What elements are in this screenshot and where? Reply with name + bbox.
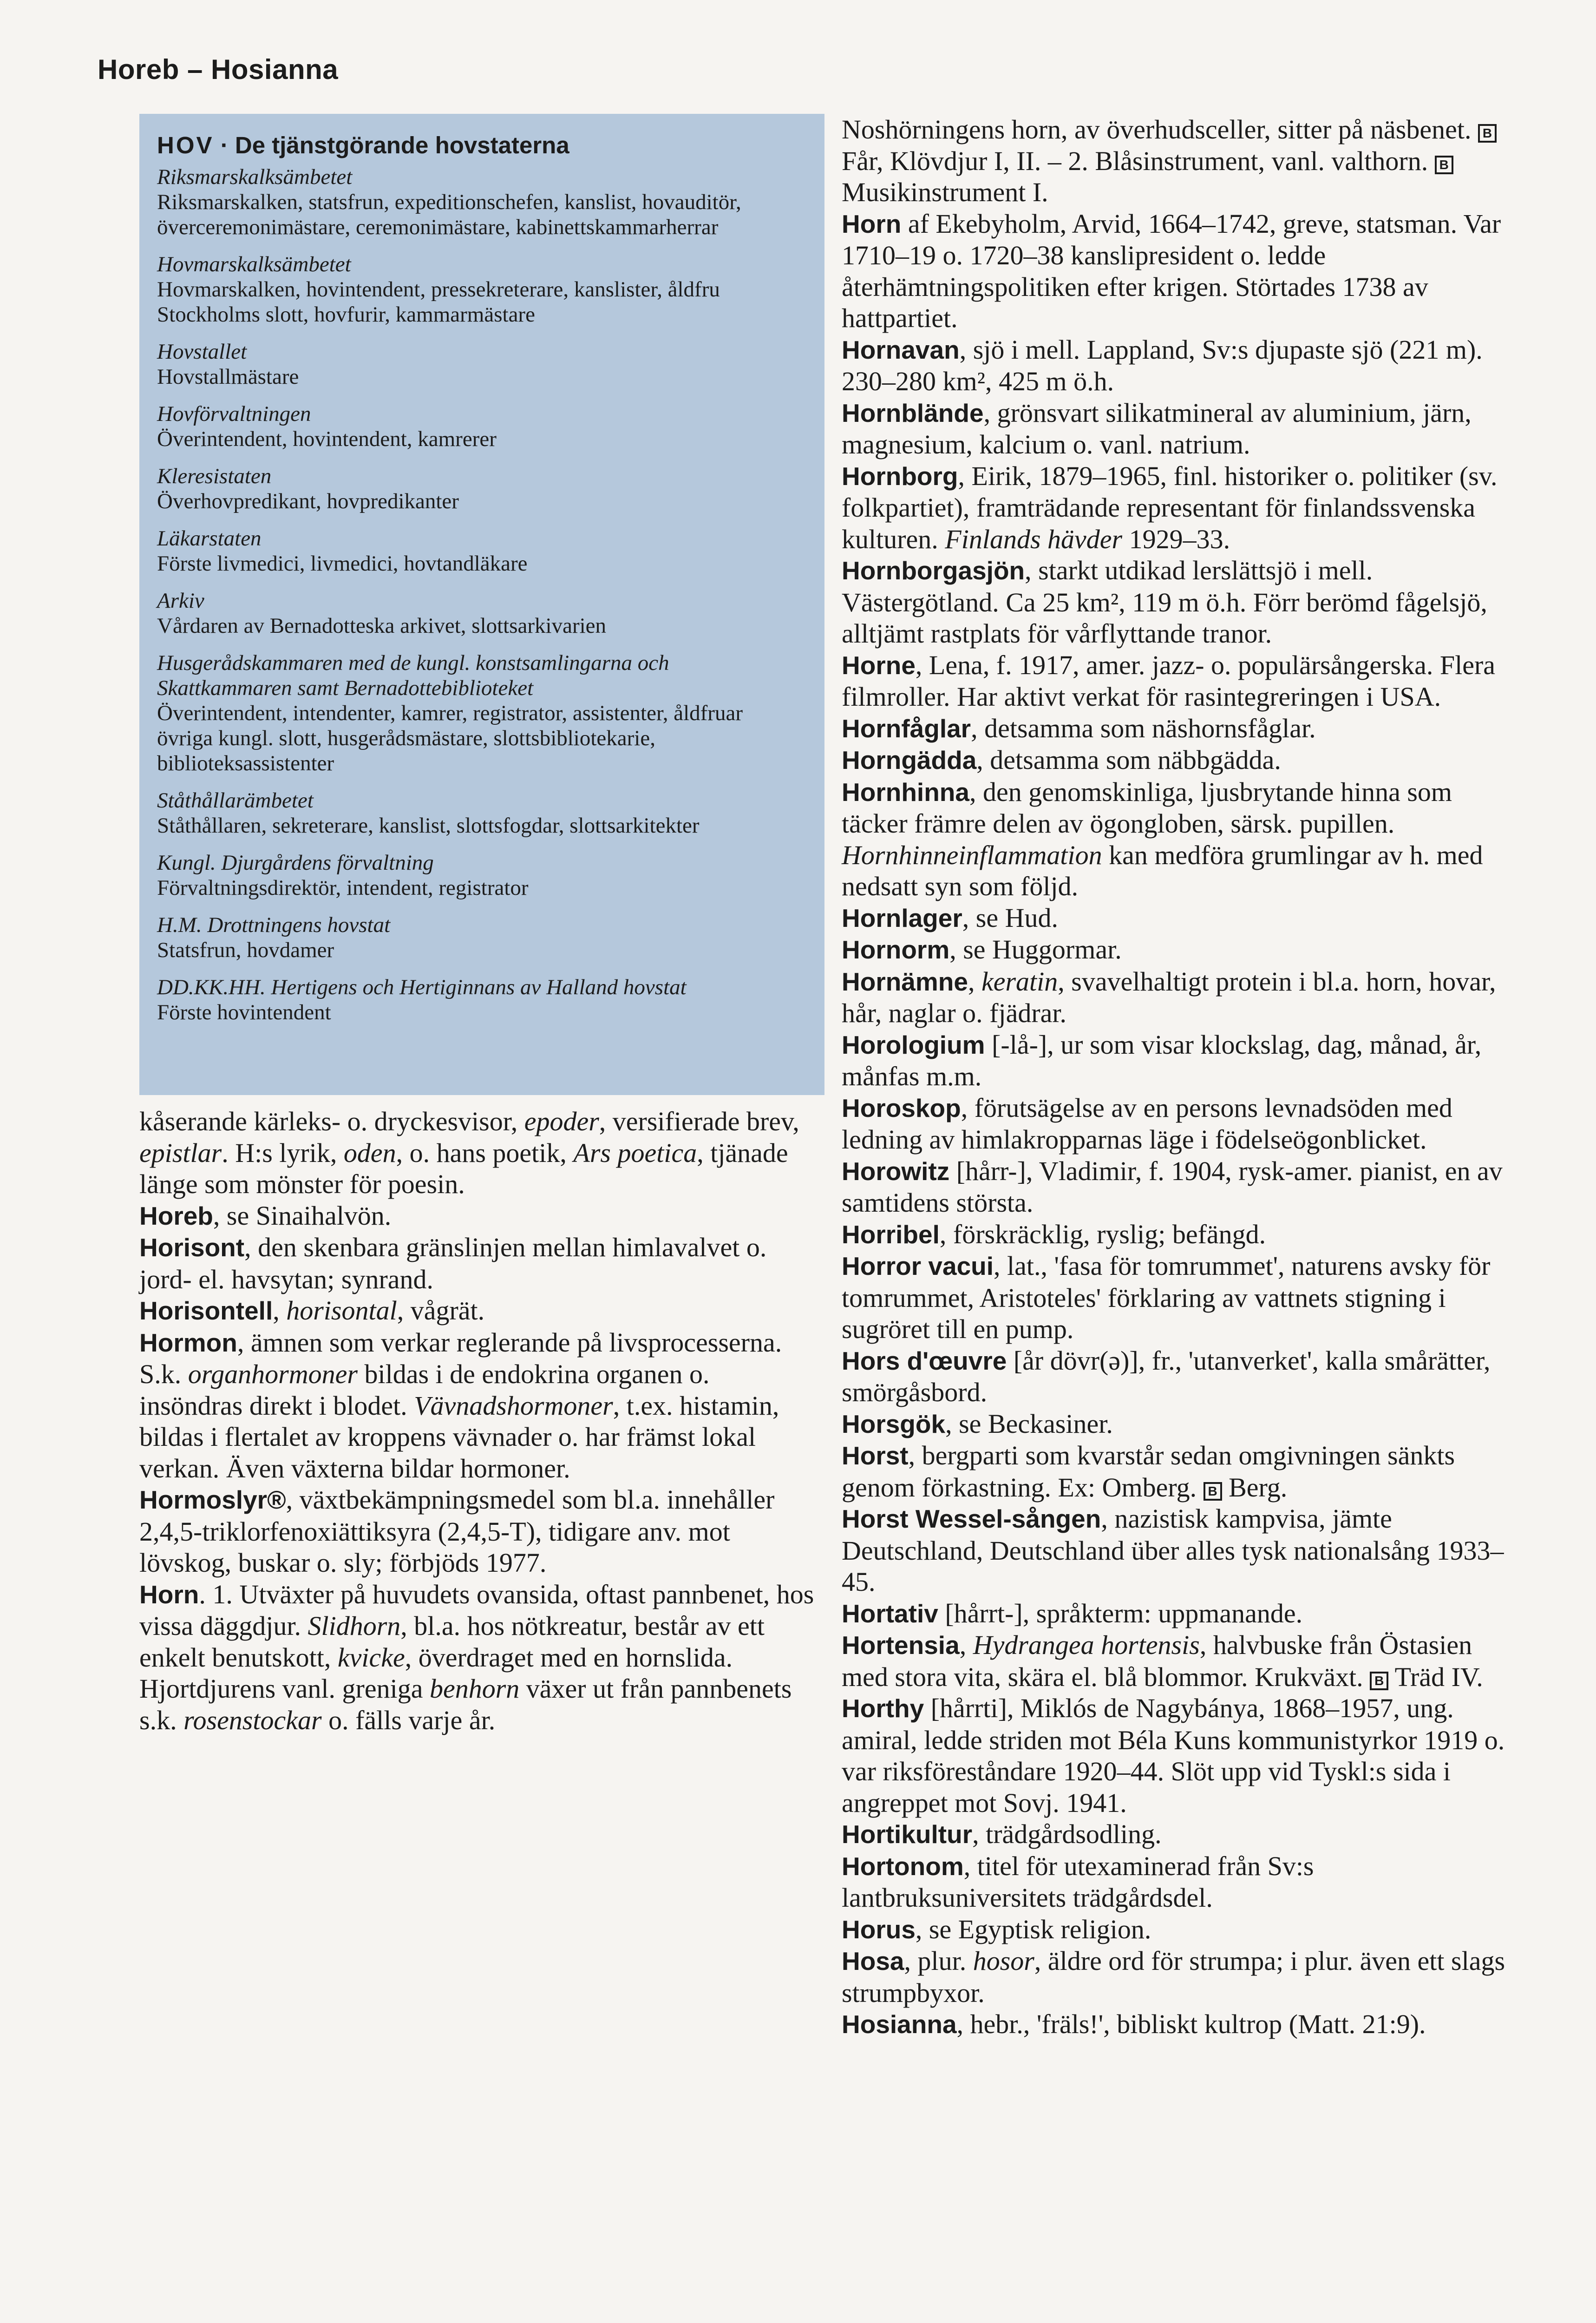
entry-text: . 1. Utväxter på huvudets ovansida, oftast pannbenet, hos vissa däggdjur. xyxy=(139,1579,814,1641)
entry-italic-text: oden xyxy=(343,1137,396,1168)
entry-text: , plur. xyxy=(904,1946,973,1976)
entry-headword: Hornhinna xyxy=(842,777,969,807)
entry-text: Får, Klövdjur I, II. – 2. Blåsinstrument, vanl. valthorn. xyxy=(842,145,1435,176)
entry-hornfaglar xyxy=(842,713,1520,745)
panel-section-body: Vårdaren av Bernadotteska arkivet, slottsarkivarien xyxy=(157,614,607,638)
entry-headword: Horowitz xyxy=(842,1156,950,1186)
entry-text: , växtbekämpningsmedel som bl.a. innehåller 2,4,5-triklorfenoxiättiksyra (2,4,5-T), tidigare anv. mot lövskog, buskar o. sly; förbjöds 1977. xyxy=(139,1484,775,1578)
entry-horn xyxy=(139,1579,818,1736)
entry-text: , vågrät. xyxy=(397,1295,485,1326)
entry-horowitz xyxy=(842,1155,1520,1219)
entry-headword: Hornorm xyxy=(842,935,950,964)
entry-hornborgasjon xyxy=(842,555,1520,650)
panel-section xyxy=(157,588,799,638)
entry-text: , o. hans poetik, xyxy=(396,1137,574,1168)
panel-section xyxy=(157,252,799,327)
panel-section-heading: DD.KK.HH. Hertigens och Hertiginnans av Halland hovstat xyxy=(157,975,687,999)
entry-text: , lat., 'fasa för tomrummet', naturens avsky för tomrummet, Aristoteles' förklaring av vattnets stigning i sugröret till en pump. xyxy=(842,1251,1491,1344)
entry-hornhinna xyxy=(842,776,1520,902)
panel-section-body: Förvaltningsdirektör, intendent, registrator xyxy=(157,876,529,900)
entry-text: , bergparti som kvarstår sedan omgivningen sänkts genom förkastning. Ex: Omberg. xyxy=(842,1440,1455,1503)
entry-headword: Hortativ xyxy=(842,1599,938,1628)
entry-text: , se Huggormar. xyxy=(949,934,1122,965)
entry-horatius-continuation xyxy=(139,1106,818,1200)
panel-section xyxy=(157,401,799,452)
entry-text: , detsamma som näshornsfåglar. xyxy=(971,713,1316,743)
panel-section xyxy=(157,464,799,514)
entry-text: , se Sinaihalvön. xyxy=(213,1200,392,1231)
entry-hornavan xyxy=(842,334,1520,397)
entry-headword: Horst xyxy=(842,1441,909,1470)
right-column xyxy=(842,114,1520,2041)
entry-horror-vacui xyxy=(842,1250,1520,1345)
panel-section-heading: Hovmarskalksämbetet xyxy=(157,252,351,276)
entry-hornblande xyxy=(842,397,1520,460)
entry-text: , äldre ord för strumpa; i plur. även ett slags strumpbyxor. xyxy=(842,1946,1505,2008)
entry-headword: Hormon xyxy=(139,1328,237,1357)
panel-title: HOV · De tjänstgörande hovstaterna xyxy=(157,132,569,158)
entry-text: , hebr., 'fräls!', bibliskt kultrop (Matt. 21:9). xyxy=(956,2009,1426,2039)
entry-italic-text: organhormoner xyxy=(188,1359,358,1389)
entry-headword: Horn xyxy=(842,209,902,238)
entry-headword: Horologium xyxy=(842,1030,985,1059)
entry-headword: Horisontell xyxy=(139,1296,273,1325)
entry-headword: Hornlager xyxy=(842,903,962,932)
entry-italic-text: hosor xyxy=(973,1946,1034,1976)
entry-text: [-lå-], ur som visar klockslag, dag, månad, år, månfas m.m. xyxy=(842,1029,1482,1091)
entry-text: Berg. xyxy=(1222,1472,1288,1503)
entry-text: [år dövr(ə)], fr., 'utanverket', kalla smårätter, smörgåsbord. xyxy=(842,1345,1491,1407)
entry-headword: Hortonom xyxy=(842,1851,964,1881)
entry-headword: Horngädda xyxy=(842,746,977,774)
entry-headword: Hortensia xyxy=(842,1631,960,1660)
entry-hors-doeuvre xyxy=(842,1345,1520,1408)
panel-sections xyxy=(157,164,799,1025)
entry-hortikultur xyxy=(842,1818,1520,1851)
entry-headword: Horror vacui xyxy=(842,1252,994,1280)
hovstaterna-panel xyxy=(139,114,824,1095)
entry-horeb xyxy=(139,1200,818,1232)
entry-horn-ekebyholm xyxy=(842,208,1520,334)
entry-text: , detsamma som näbbgädda. xyxy=(976,745,1281,775)
panel-section-heading: Läkarstaten xyxy=(157,526,262,551)
panel-section-body: Förste hovintendent xyxy=(157,1000,331,1024)
entry-hormon xyxy=(139,1327,818,1484)
entry-text: 1929–33. xyxy=(1122,524,1230,554)
entry-headword: Hornborg xyxy=(842,461,958,491)
entry-text: , se Egyptisk religion. xyxy=(915,1914,1151,1944)
panel-section-body: Förste livmedici, livmedici, hovtandläkare xyxy=(157,551,528,576)
entry-headword: Hornavan xyxy=(842,335,960,364)
entry-text: , se Beckasiner. xyxy=(945,1408,1113,1439)
entry-italic-text: keratin xyxy=(981,966,1058,997)
entry-text: Noshörningens horn, av överhudsceller, sitter på näsbenet. xyxy=(842,114,1478,144)
entry-hosa xyxy=(842,1945,1520,2008)
entry-headword: Horst Wessel-sången xyxy=(842,1504,1101,1533)
panel-section-body: Statsfrun, hovdamer xyxy=(157,938,334,962)
entry-italic-text: horisontal xyxy=(286,1295,397,1326)
entry-hornorm xyxy=(842,934,1520,966)
entry-headword: Horoskop xyxy=(842,1093,961,1122)
entry-text: bildas i de endokrina organen o. insöndras direkt i blodet. xyxy=(139,1359,710,1421)
entry-text: [hårrti], Miklós de Nagybánya, 1868–1957, ung. amiral, ledde striden mot Béla Kuns kommunistyrkor 1919 o. var riksföreståndare 1920–44. Slöt upp vid Tyskl:s sida i angreppet mot Sovj. 1941. xyxy=(842,1693,1505,1818)
entry-headword: Hornämne xyxy=(842,967,968,996)
panel-section xyxy=(157,975,799,1025)
entry-headword: Horribel xyxy=(842,1220,940,1249)
entry-text: växer ut från pannbenets s.k. xyxy=(139,1673,792,1735)
entry-italic-text: Ars poetica xyxy=(573,1137,697,1168)
entry-text: , starkt utdikad lerslättsjö i mell. Västergötland. Ca 25 km², 119 m ö.h. Förr berömd fågelsjö, alltjämt rastplats för vårflyttande tranor. xyxy=(842,555,1487,649)
entry-italic-text: kvicke xyxy=(337,1642,405,1673)
entry-headword: Horn xyxy=(139,1580,199,1609)
entry-headword: Hornblände xyxy=(842,398,984,427)
entry-text: Träd IV. xyxy=(1388,1661,1483,1692)
entry-text: , t.ex. histamin, bildas i flertalet av kroppens vävnader o. har främst lokal verkan. Även växterna bildar hormoner. xyxy=(139,1390,779,1483)
entry-text: , trädgårdsodling. xyxy=(972,1819,1162,1849)
panel-section xyxy=(157,526,799,576)
entry-italic-text: Finlands hävder xyxy=(945,524,1123,554)
entry-horthy xyxy=(842,1693,1520,1818)
entry-text: Musikinstrument I. xyxy=(842,177,1048,207)
panel-section-heading: Hovstallet xyxy=(157,340,247,364)
entry-text: kan medföra grumlingar av h. med nedsatt syn som följd. xyxy=(842,840,1483,901)
entry-text: , versifierade brev, xyxy=(599,1106,799,1136)
entry-headword: Hortikultur xyxy=(842,1820,973,1849)
panel-section-body: Överintendent, intendenter, kamrer, registrator, assistenter, åldfruar övriga kungl. slott, husgerådsmästare, slottsbibliotekarie, biblioteksassistenter xyxy=(157,701,743,775)
entry-text: , se Hud. xyxy=(962,902,1058,933)
entry-text: , xyxy=(273,1295,287,1326)
panel-section-heading: Ståthållarämbetet xyxy=(157,788,314,813)
panel-section xyxy=(157,164,799,240)
entry-headword: Hornfåglar xyxy=(842,714,971,743)
panel-section-heading: H.M. Drottningens hovstat xyxy=(157,913,391,937)
entry-italic-text: Vävnadshormoner xyxy=(414,1390,613,1421)
picture-reference-icon: B xyxy=(1370,1672,1388,1690)
entry-text: , grönsvart silikatmineral av aluminium, järn, magnesium, kalcium o. vanl. natrium. xyxy=(842,397,1472,459)
panel-section-heading: Kungl. Djurgårdens förvaltning xyxy=(157,851,434,875)
entry-headword: Hors d'œuvre xyxy=(842,1346,1007,1375)
entry-text: , den skenbara gränslinjen mellan himlavalvet o. jord- el. havsytan; synrand. xyxy=(139,1232,767,1294)
entry-text: , förutsägelse av en persons levnadsöden med ledning av himlakropparnas läge i födelseögonblicket. xyxy=(842,1092,1452,1155)
panel-section-body: Överhovpredikant, hovpredikanter xyxy=(157,489,459,513)
entry-text: [hårr-], Vladimir, f. 1904, rysk-amer. pianist, en av samtidens största. xyxy=(842,1155,1503,1218)
entry-text: , xyxy=(968,966,981,997)
panel-section-body: Hovstallmästare xyxy=(157,365,299,389)
entry-text: , den genomskinliga, ljusbrytande hinna som täcker främre delen av ögongloben, särsk. pupillen. xyxy=(842,776,1452,839)
panel-section xyxy=(157,650,799,776)
entry-italic-text: epoder xyxy=(524,1106,599,1136)
entry-text: af Ekebyholm, Arvid, 1664–1742, greve, statsman. Var 1710–19 o. 1720–38 kanslipresident o. ledde återhämtningspolitiken efter krigen. Störtades 1738 av hattpartiet. xyxy=(842,208,1501,333)
entry-text: , halvbuske från Östasien med stora vita, skära el. blå blommor. Krukväxt. xyxy=(842,1630,1472,1692)
entry-headword: Hosianna xyxy=(842,2010,957,2039)
entry-hormoslyr xyxy=(139,1484,818,1579)
panel-section xyxy=(157,912,799,963)
entry-headword: Hornborgasjön xyxy=(842,556,1025,585)
entry-text: kåserande kärleks- o. dryckesvisor, xyxy=(139,1106,524,1136)
entry-text: , Lena, f. 1917, amer. jazz- o. populärsångerska. Flera filmroller. Har aktivt verkat för rasintegreringen i USA. xyxy=(842,650,1496,712)
entry-headword: Horne xyxy=(842,650,916,680)
left-column xyxy=(139,1106,818,1736)
entry-horisontell xyxy=(139,1295,818,1327)
entry-horngadda xyxy=(842,744,1520,776)
entry-hornborg xyxy=(842,460,1520,555)
entry-text: , xyxy=(959,1630,973,1660)
entry-horst-wessel xyxy=(842,1503,1520,1598)
entry-italic-text: benhorn xyxy=(429,1673,520,1704)
panel-section-heading: Husgerådskammaren med de kungl. konstsamlingarna och Skattkammaren samt Bernadottebiblioteket xyxy=(157,651,669,700)
entry-hortativ xyxy=(842,1598,1520,1630)
entry-horn-continuation xyxy=(842,114,1520,208)
entry-horisont xyxy=(139,1232,818,1295)
entry-text: . H:s lyrik, xyxy=(222,1137,344,1168)
panel-section-heading: Arkiv xyxy=(157,589,204,613)
entry-text: , titel för utexaminerad från Sv:s lantbruksuniversitets trädgårdsdel. xyxy=(842,1851,1314,1913)
entry-text: , sjö i mell. Lappland, Sv:s djupaste sjö (221 m). 230–280 km², 425 m ö.h. xyxy=(842,334,1483,396)
running-header: Horeb – Hosianna xyxy=(98,54,339,85)
entry-hortensia xyxy=(842,1629,1520,1693)
panel-section xyxy=(157,850,799,900)
entry-italic-text: epistlar xyxy=(139,1137,222,1168)
entry-text: , överdraget med en hornslida. Hjortdjurens vanl. greniga xyxy=(139,1642,733,1704)
panel-title-text: De tjänstgörande hovstaterna xyxy=(235,132,569,158)
entry-italic-text: rosenstockar xyxy=(183,1705,322,1735)
entry-horsgok xyxy=(842,1408,1520,1440)
panel-section-body: Riksmarskalken, statsfrun, expeditionschefen, kanslist, hovauditör, överceremonimästare, ceremonimästare, kabinettskammarherrar xyxy=(157,190,741,239)
entry-text: , tjänade länge som mönster för poesin. xyxy=(139,1137,788,1199)
picture-reference-icon: B xyxy=(1204,1482,1222,1501)
panel-section-heading: Kleresistaten xyxy=(157,464,272,488)
entry-italic-text: Hydrangea hortensis xyxy=(973,1630,1200,1660)
entry-headword: Horeb xyxy=(139,1201,213,1230)
entry-headword: Horus xyxy=(842,1915,916,1944)
entry-headword: Hosa xyxy=(842,1947,904,1975)
panel-section-body: Hovmarskalken, hovintendent, pressekreterare, kanslister, åldfru Stockholms slott, hovfurir, kammarmästare xyxy=(157,277,720,327)
entry-horologium xyxy=(842,1029,1520,1092)
panel-section xyxy=(157,788,799,838)
panel-title-prefix: HOV xyxy=(157,132,214,158)
entry-headword: Horisont xyxy=(139,1233,245,1262)
entry-text: , ämnen som verkar reglerande på livsprocesserna. S.k. xyxy=(139,1327,782,1389)
entry-horne xyxy=(842,650,1520,713)
panel-section-body: Ståthållaren, sekreterare, kanslist, slottsfogdar, slottsarkitekter xyxy=(157,814,700,838)
entry-text: o. fälls varje år. xyxy=(321,1705,496,1735)
entry-hornamne xyxy=(842,966,1520,1029)
entry-text: , förskräcklig, ryslig; befängd. xyxy=(939,1219,1266,1249)
entry-horoskop xyxy=(842,1092,1520,1155)
picture-reference-icon: B xyxy=(1435,156,1453,174)
panel-section-heading: Riksmarskalksämbetet xyxy=(157,165,353,189)
entry-horst xyxy=(842,1440,1520,1503)
entry-headword: Horthy xyxy=(842,1694,924,1723)
panel-section-heading: Hovförvaltningen xyxy=(157,402,311,426)
entry-text: , svavelhaltigt protein i bl.a. horn, hovar, hår, naglar o. fjädrar. xyxy=(842,966,1496,1028)
entry-horribel xyxy=(842,1219,1520,1251)
entry-hortonom xyxy=(842,1851,1520,1914)
entry-italic-text: Hornhinneinflammation xyxy=(842,840,1102,870)
panel-section-body: Överintendent, hovintendent, kamrerer xyxy=(157,427,497,451)
entry-text: , bl.a. hos nötkreatur, består av ett enkelt benutskott, xyxy=(139,1611,765,1673)
picture-reference-icon: B xyxy=(1478,124,1497,143)
entry-horus xyxy=(842,1914,1520,1946)
entry-headword: Horsgök xyxy=(842,1409,946,1438)
entry-hornlager xyxy=(842,902,1520,934)
entry-text: , Eirik, 1879–1965, finl. historiker o. politiker (sv. folkpartiet), framträdande representant för finlandssvenska kulturen. xyxy=(842,460,1498,554)
entry-hosianna xyxy=(842,2008,1520,2041)
entry-text: , nazistisk kampvisa, jämte Deutschland, Deutschland über alles tysk nationalsång 1933–45. xyxy=(842,1503,1504,1597)
entry-italic-text: Slidhorn xyxy=(307,1611,401,1641)
entry-text: [hårrt-], språkterm: uppmanande. xyxy=(938,1598,1303,1628)
entry-headword: Hormoslyr® xyxy=(139,1485,286,1514)
panel-section xyxy=(157,339,799,389)
